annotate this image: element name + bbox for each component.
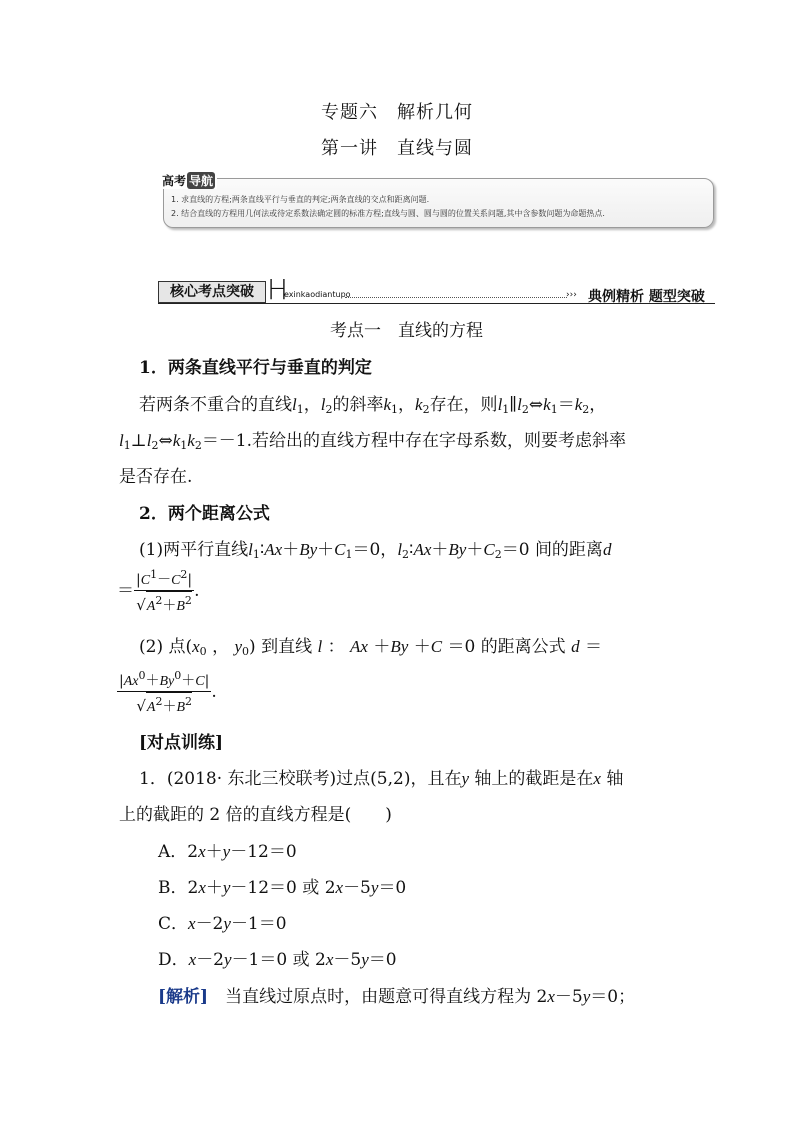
lecture-title: 第一讲 直线与圆 bbox=[321, 138, 473, 159]
formula1-fraction: ＝ $\frac{|C^1-C^2|}{√A^2+B^2}$ . bbox=[117, 568, 200, 614]
core-points-banner: 核心考点突破 bbox=[158, 281, 266, 303]
guide-label-prefix: 高考 bbox=[162, 174, 187, 188]
item1-heading: 1．两条直线平行与垂直的判定 bbox=[139, 358, 372, 378]
item1-para-line3: 是否存在. bbox=[119, 467, 193, 487]
section-heading: 考点一 直线的方程 bbox=[330, 321, 483, 341]
banner-dotted-line bbox=[345, 297, 567, 298]
banner-pinyin: exinkaodiantupo bbox=[284, 290, 351, 299]
exam-guide-box bbox=[163, 178, 714, 228]
question1-line1: 1．(2018· 东北三校联考)过点(5,2)，且在y 轴上的截距是在x 轴 bbox=[139, 769, 624, 789]
item2-heading: 2．两个距离公式 bbox=[139, 504, 270, 524]
option-b: B．2x＋y－12＝0 或 2x－5y＝0 bbox=[158, 878, 407, 898]
option-d: D．x－2y－1＝0 或 2x－5y＝0 bbox=[158, 950, 397, 970]
banner-subtitle: 典例精析 题型突破 bbox=[588, 289, 705, 305]
item1-para-line1: 若两条不重合的直线$l_1$，$l_2$的斜率$k_1$，$k_2$存在，则$l_1\parallel l_2\Leftrightarrow k_1=k_2$， bbox=[139, 395, 607, 416]
option-c: C．x－2y－1＝0 bbox=[158, 914, 287, 934]
guide-line-1: 1. 求直线的方程;两条直线平行与垂直的判定;两条直线的交点和距离问题. bbox=[171, 195, 430, 204]
guide-badge: 导航 bbox=[189, 174, 214, 188]
formula1-line: (1)两平行直线$l_1∶Ax+By+C_1=0$，$l_2∶Ax+By+C_2=0$ 间的距离d bbox=[139, 540, 612, 561]
analysis-line: [解析] 当直线过原点时，由题意可得直线方程为 2x－5y＝0； bbox=[158, 987, 636, 1007]
exam-guide-label bbox=[160, 172, 217, 189]
formula2-line: (2) 点($x_0$ ， $y_0$) 到直线 l ： Ax ＋By ＋C ＝0 的距离公式 d ＝ bbox=[139, 637, 602, 658]
banner-letter: H bbox=[267, 273, 289, 306]
practice-label: [对点训练] bbox=[139, 733, 224, 753]
formula2-fraction: $\frac{|Ax^0+By^0+C|}{√A^2+B^2}$ . bbox=[119, 669, 217, 715]
analysis-label: [解析] bbox=[158, 987, 209, 1007]
option-a: A．2x＋y－12＝0 bbox=[158, 842, 297, 862]
question1-line2: 上的截距的 2 倍的直线方程是( ) bbox=[119, 805, 392, 825]
chapter-title: 专题六 解析几何 bbox=[321, 102, 473, 123]
guide-line-2: 2. 结合直线的方程用几何法或待定系数法确定圆的标准方程;直线与圆、圆与圆的位置关系问题,其中含参数问题为命题热点. bbox=[171, 209, 605, 218]
item1-para-line2: $l_1\perp l_2\Leftrightarrow k_1k_2=-1$.若给出的直线方程中存在字母系数，则要考虑斜率 bbox=[119, 431, 627, 452]
banner-rule bbox=[158, 303, 715, 304]
banner-arrows-icon: ››› bbox=[566, 290, 577, 300]
